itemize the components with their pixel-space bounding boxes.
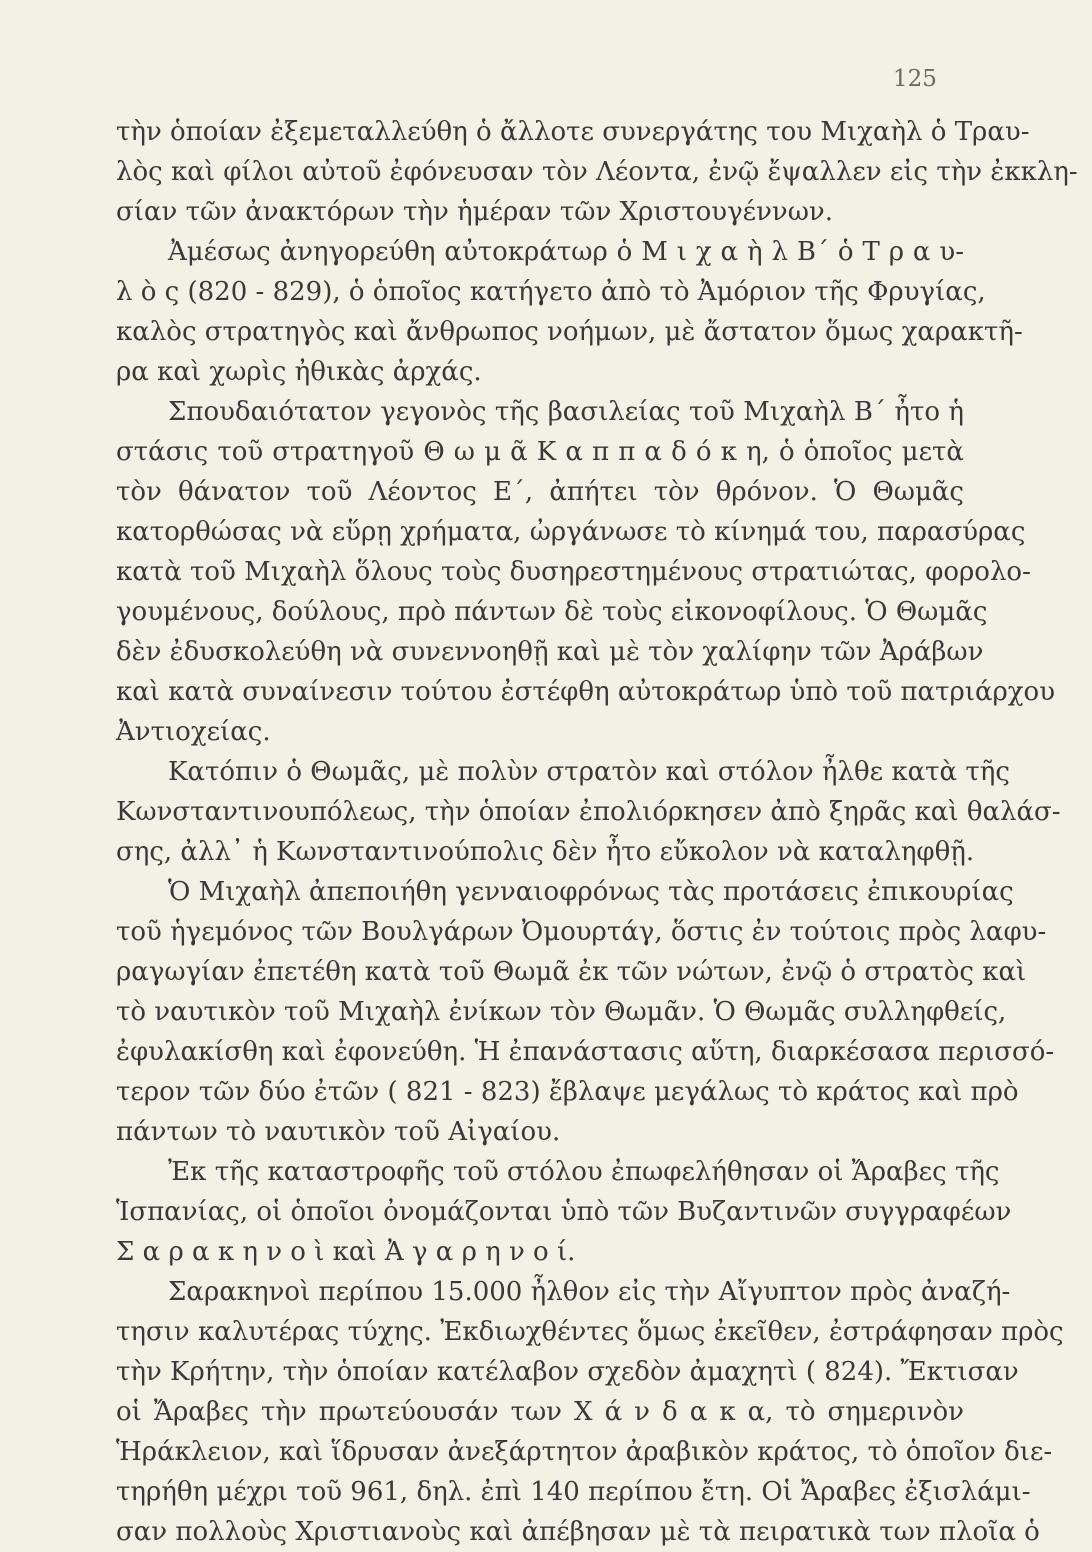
text-line: στάσις τοῦ στρατηγοῦ Θ ω μ ᾶ Κ α π π α δ ό κ η, ὁ ὁποῖος μετὰ	[116, 437, 964, 467]
text-line: οἱ Ἄραβες τὴν πρωτεύουσάν των Χ ά ν δ α κ α, τὸ σημερινὸν	[116, 1397, 964, 1427]
text-line: τερον τῶν δύο ἐτῶν ( 821 - 823) ἔβλαψε μεγάλως τὸ κράτος καὶ πρὸ	[116, 1077, 1019, 1107]
text-line: καλὸς στρατηγὸς καὶ ἄνθρωπος νοήμων, μὲ ἄστατον ὅμως χαρακτῆ-	[116, 317, 1023, 347]
text-line: σαν πολλοὺς Χριστιανοὺς καὶ ἀπέβησαν μὲ τὰ πειρατικὰ των πλοῖα ὁ	[116, 1517, 1040, 1547]
page-number: 125	[893, 66, 937, 92]
text-line: Σαρακηνοὶ περίπου 15.000 ἦλθον εἰς τὴν Αἴγυπτον πρὸς ἀναζή-	[168, 1277, 1011, 1307]
text-line: γουμένους, δούλους, πρὸ πάντων δὲ τοὺς εἰκονοφίλους. Ὁ Θωμᾶς	[116, 597, 988, 627]
text-line: κατὰ τοῦ Μιχαὴλ ὅλους τοὺς δυσηρεστημένους στρατιώτας, φορολο-	[116, 557, 1031, 587]
text-line: σίαν τῶν ἀνακτόρων τὴν ἡμέραν τῶν Χριστουγέννων.	[116, 197, 834, 227]
text-line: κατορθώσας νὰ εὕρῃ χρήματα, ὠργάνωσε τὸ κίνημά του, παρασύρας	[116, 517, 1026, 547]
text-line: τὸ ναυτικὸν τοῦ Μιχαὴλ ἐνίκων τὸν Θωμᾶν. Ὁ Θωμᾶς συλληφθείς,	[116, 997, 1007, 1027]
text-line: ρα καὶ χωρὶς ἠθικὰς ἀρχάς.	[116, 357, 482, 387]
text-line: Σ α ρ α κ η ν ο ὶ καὶ Ἀ γ α ρ η ν ο ί.	[116, 1237, 576, 1267]
text-line: Κατόπιν ὁ Θωμᾶς, μὲ πολὺν στρατὸν καὶ στόλον ἦλθε κατὰ τῆς	[168, 757, 1010, 787]
text-line: Ἡράκλειον, καὶ ἵδρυσαν ἀνεξάρτητον ἀραβικὸν κράτος, τὸ ὁποῖον διε-	[116, 1437, 1053, 1467]
text-line: δὲν ἐδυσκολεύθη νὰ συνεννοηθῇ καὶ μὲ τὸν χαλίφην τῶν Ἀράβων	[116, 637, 984, 667]
text-line: Ὁ Μιχαὴλ ἀπεποιήθη γενναιοφρόνως τὰς προτάσεις ἐπικουρίας	[168, 877, 1014, 907]
text-line: Ἱσπανίας, οἱ ὁποῖοι ὀνομάζονται ὑπὸ τῶν Βυζαντινῶν συγγραφέων	[116, 1197, 1012, 1227]
text-line: ραγωγίαν ἐπετέθη κατὰ τοῦ Θωμᾶ ἐκ τῶν νώτων, ἐνῷ ὁ στρατὸς καὶ	[116, 957, 1027, 987]
text-line: τησιν καλυτέρας τύχης. Ἐκδιωχθέντες ὅμως ἐκεῖθεν, ἐστράφησαν πρὸς	[116, 1317, 1064, 1347]
text-line: καὶ κατὰ συναίνεσιν τούτου ἐστέφθη αὐτοκράτωρ ὑπὸ τοῦ πατριάρχου	[116, 677, 1055, 707]
text-line: τὴν Κρήτην, τὴν ὁποίαν κατέλαβον σχεδὸν ἀμαχητὶ ( 824). Ἔκτισαν	[116, 1357, 1019, 1387]
text-line: Κωνσταντινουπόλεως, τὴν ὁποίαν ἐπολιόρκησεν ἀπὸ ξηρᾶς καὶ θαλάσ-	[116, 797, 1061, 827]
text-line: τοῦ ἡγεμόνος τῶν Βουλγάρων Ὀμουρτάγ, ὅστις ἐν τούτοις πρὸς λαφυ-	[116, 917, 1047, 947]
text-line: τὸν θάνατον τοῦ Λέοντος Ε΄, ἀπήτει τὸν θρόνον. Ὁ Θωμᾶς	[116, 477, 964, 507]
text-line: λὸς καὶ φίλοι αὐτοῦ ἐφόνευσαν τὸν Λέοντα, ἐνῷ ἔψαλλεν εἰς τὴν ἐκκλη-	[116, 157, 1078, 187]
text-line: Ἐκ τῆς καταστροφῆς τοῦ στόλου ἐπωφελήθησαν οἱ Ἄραβες τῆς	[168, 1157, 1000, 1187]
text-line: Σπουδαιότατον γεγονὸς τῆς βασιλείας τοῦ Μιχαὴλ Β΄ ἦτο ἡ	[168, 397, 964, 427]
body-text	[116, 112, 1078, 1552]
text-line: πάντων τὸ ναυτικὸν τοῦ Αἰγαίου.	[116, 1117, 561, 1147]
text-line: Ἀντιοχείας.	[116, 717, 271, 747]
text-line: λ ὸ ς (820 - 829), ὁ ὁποῖος κατήγετο ἀπὸ τὸ Ἀμόριον τῆς Φρυγίας,	[116, 277, 986, 307]
text-line: ἐφυλακίσθη καὶ ἐφονεύθη. Ἡ ἐπανάστασις αὕτη, διαρκέσασα περισσό-	[116, 1037, 1055, 1067]
text-line: τηρήθη μέχρι τοῦ 961, δηλ. ἐπὶ 140 περίπου ἔτη. Οἱ Ἄραβες ἐξισλάμι-	[116, 1477, 1031, 1507]
text-line: τὴν ὁποίαν ἐξεμεταλλεύθη ὁ ἄλλοτε συνεργάτης του Μιχαὴλ ὁ Τραυ-	[116, 117, 1030, 147]
text-line: σης, ἀλλ᾽ ἡ Κωνσταντινούπολις δὲν ἦτο εὔκολον νὰ καταληφθῇ.	[116, 837, 975, 867]
text-line: Ἀμέσως ἀνηγορεύθη αὐτοκράτωρ ὁ Μ ι χ α ὴ λ Β΄ ὁ Τ ρ α υ-	[168, 237, 964, 267]
